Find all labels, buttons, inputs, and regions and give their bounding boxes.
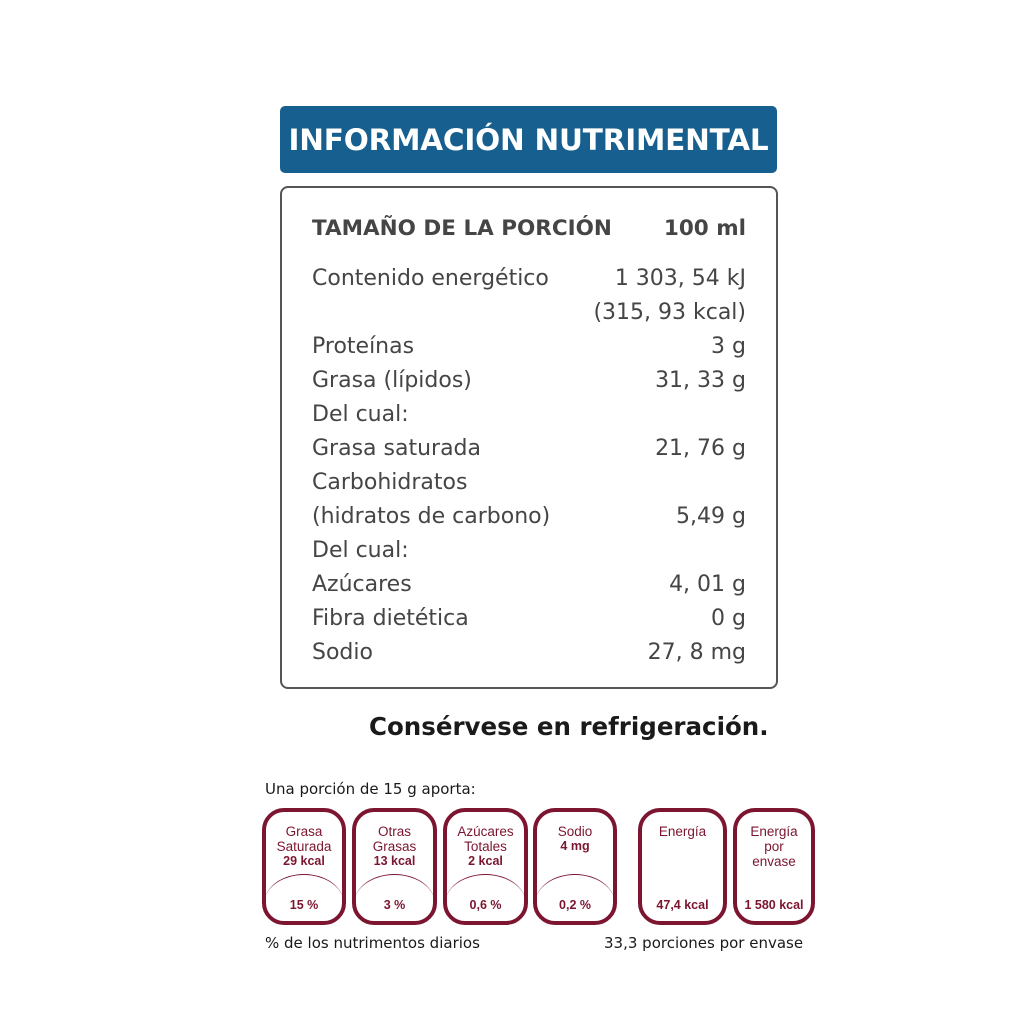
seal-amount: envase (752, 854, 796, 869)
fop-energy-per-package-seal (733, 808, 815, 925)
table-row (312, 567, 746, 601)
fop-sodium-seal (533, 808, 617, 925)
row-label: Grasa (lípidos) (312, 367, 472, 393)
serving-size-row (312, 211, 746, 245)
seal-line1: Otras (377, 824, 411, 839)
row-label: Del cual: (312, 401, 409, 427)
seal-line2: por (764, 839, 784, 854)
row-value: 5,49 g (676, 503, 746, 529)
seal-percent: 15 % (289, 898, 319, 912)
table-row (312, 363, 746, 397)
seal-line2: Totales (464, 839, 507, 854)
table-row (312, 261, 746, 295)
row-label: Fibra dietética (312, 605, 469, 631)
seal-amount: 29 kcal (283, 854, 325, 868)
row-label: Azúcares (312, 571, 412, 597)
seal-percent: 3 % (383, 898, 406, 912)
row-value: 21, 76 g (655, 435, 746, 461)
row-label: Sodio (312, 639, 373, 665)
header-title: INFORMACIÓN NUTRIMENTAL (288, 122, 769, 157)
seal-line1: Azúcares (457, 824, 514, 839)
seal-line2: Saturada (276, 839, 332, 854)
nutrition-info-header (280, 106, 777, 173)
fop-total-sugars-seal (443, 808, 528, 925)
fop-other-fats-seal (352, 808, 437, 925)
table-row (312, 465, 746, 499)
table-row (312, 329, 746, 363)
row-label: Del cual: (312, 537, 409, 563)
seal-line1: Energía (658, 824, 707, 839)
seal-line1: Grasa (285, 824, 323, 839)
serving-size-label: TAMAÑO DE LA PORCIÓN (312, 215, 612, 241)
row-label: Contenido energético (312, 265, 549, 291)
row-label: Carbohidratos (312, 469, 468, 495)
row-value: 27, 8 mg (647, 639, 746, 665)
seal-percent: 0,6 % (469, 898, 502, 912)
fop-footer-daily-value: % de los nutrimentos diarios (265, 934, 480, 952)
fop-intro: Una porción de 15 g aporta: (265, 780, 476, 798)
seal-line1: Sodio (557, 824, 593, 839)
row-value: (315, 93 kcal) (593, 299, 746, 325)
seal-percent: 47,4 kcal (656, 898, 709, 912)
seal-amount: 4 mg (560, 839, 590, 853)
table-row (312, 499, 746, 533)
seal-line1: Energía (750, 824, 798, 839)
storage-note: Consérvese en refrigeración. (369, 712, 769, 741)
table-row (312, 635, 746, 669)
fop-footer-servings: 33,3 porciones por envase (604, 934, 804, 952)
fop-energy-seal (638, 808, 727, 925)
row-value: 3 g (711, 333, 746, 359)
seal-amount: 13 kcal (373, 854, 416, 868)
row-value: 0 g (711, 605, 746, 631)
table-row (312, 601, 746, 635)
row-value: 4, 01 g (669, 571, 746, 597)
seal-percent: 0,2 % (559, 898, 591, 912)
table-row (312, 431, 746, 465)
seal-line2: Grasas (372, 839, 417, 854)
table-row (312, 295, 746, 329)
table-row (312, 533, 746, 567)
table-row (312, 397, 746, 431)
row-value: 31, 33 g (655, 367, 746, 393)
fop-saturated-fat-seal (262, 808, 346, 925)
row-label: (hidratos de carbono) (312, 503, 551, 529)
row-label: Grasa saturada (312, 435, 481, 461)
seal-amount: 2 kcal (468, 854, 503, 868)
serving-size-value: 100 ml (663, 215, 746, 241)
seal-percent: 1 580 kcal (744, 898, 804, 912)
row-value: 1 303, 54 kJ (614, 265, 746, 291)
row-label: Proteínas (312, 333, 415, 359)
